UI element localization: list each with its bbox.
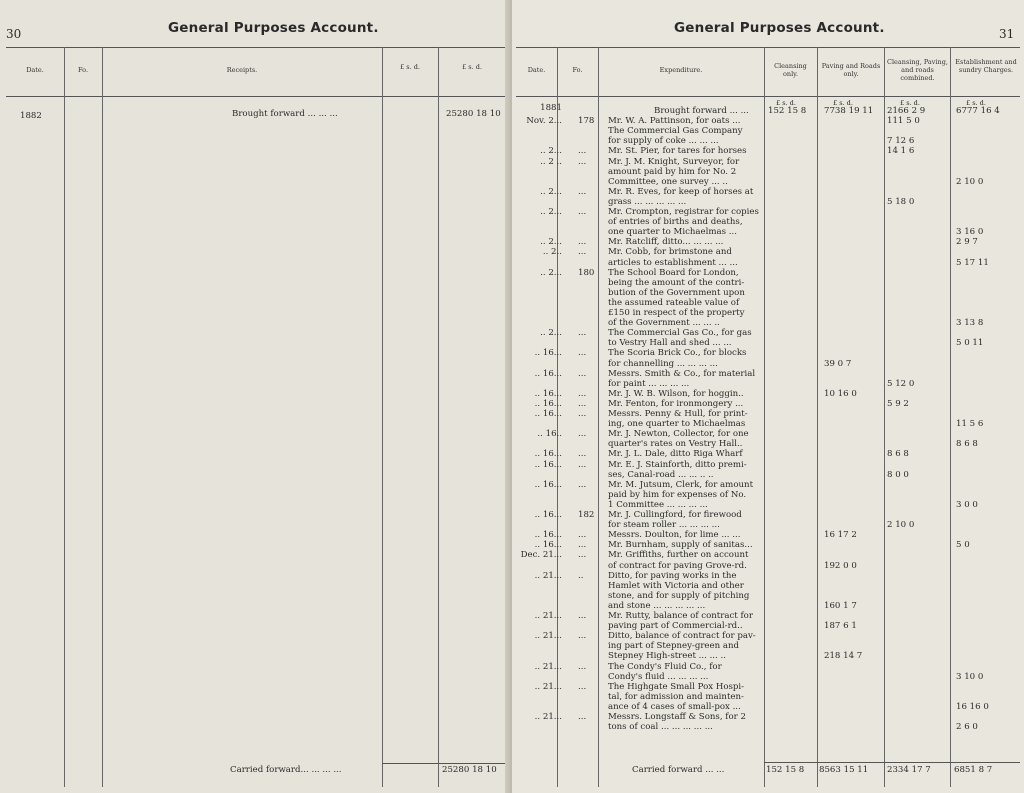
carried-forward-paving: 8563 15 11: [819, 765, 869, 775]
entry-text-line: The Commercial Gas Co., for gas: [608, 328, 752, 339]
entry-establishment-amount: 3 10 0: [956, 671, 984, 682]
entry-date: .. 2...: [540, 207, 562, 217]
entry-date: .. 21...: [534, 681, 562, 692]
entry-text-line: paid by him for expenses of No.: [608, 489, 747, 500]
entry-date: .. 2...: [540, 186, 562, 197]
entry-establishment-amount: 2 6 0: [956, 722, 978, 733]
entry-date: .. 16...: [534, 449, 562, 460]
entry-date: .. 16...: [534, 388, 562, 399]
brought-forward-amount: 25280 18 10: [446, 109, 501, 119]
carried-forward-label: Carried forward ... ...: [632, 765, 725, 775]
entry-text-line: Messrs. Penny & Hull, for print-: [608, 409, 748, 419]
entry-text-line: Mr. Crompton, registrar for copies: [608, 207, 759, 217]
entry-text-line: tal, for admission and mainten-: [608, 691, 744, 702]
entry-paving-amount: 192 0 0: [824, 560, 857, 571]
entry-text-line: Messrs. Doulton, for lime ... ...: [608, 530, 741, 541]
entry-paving-amount: 16 17 2: [824, 530, 857, 541]
entry-date: 1881: [540, 103, 562, 113]
carried-forward-label: Carried forward... ... ... ...: [230, 765, 342, 775]
entry-establishment-amount: 11 5 6: [956, 419, 984, 430]
entry-combined-amount: 111 5 0: [887, 116, 920, 127]
entry-folio: ...: [578, 661, 587, 672]
entry-folio: ...: [578, 398, 587, 409]
entry-text-line: Mr. W. A. Pattinson, for oats ...: [608, 116, 741, 127]
entry-folio: ...: [578, 247, 587, 258]
entry-folio: ...: [578, 631, 587, 642]
entry-folio: ...: [578, 348, 587, 359]
entry-date: .. 16...: [534, 540, 562, 551]
entry-text-line: quarter's rates on Vestry Hall..: [608, 439, 743, 450]
page-title: General Purposes Account.: [674, 20, 885, 36]
entry-text-line: to Vestry Hall and shed ... ...: [608, 338, 732, 349]
entry-date: .. 2 ..: [540, 156, 562, 167]
carried-forward-establishment: 6851 8 7: [954, 765, 993, 775]
entry-folio: ...: [578, 449, 587, 460]
entry-establishment-amount: 3 16 0: [956, 227, 984, 238]
entry-text-line: Mr. J. W. B. Wilson, for hoggin..: [608, 388, 744, 399]
entry-establishment-amount: 3 0 0: [956, 499, 978, 510]
lsd-label: £ s. d.: [776, 99, 796, 107]
entry-date: .. 2..: [542, 247, 562, 258]
entry-folio: ...: [578, 681, 587, 692]
entry-text-line: of entries of births and deaths,: [608, 217, 743, 228]
entry-text-line: for paint ... ... ... ...: [608, 378, 690, 389]
entry-folio: ...: [578, 207, 587, 217]
lsd-label: £ s. d.: [966, 99, 986, 107]
entry-folio: ...: [578, 550, 587, 561]
entry-establishment-amount: 3 13 8: [956, 318, 984, 329]
entry-text-line: ance of 4 cases of small-pox ...: [608, 701, 741, 712]
entry-establishment-amount: 16 16 0: [956, 701, 989, 712]
column-rule: [950, 47, 951, 787]
entry-text-line: Mr. Ratcliff, ditto... ... ... ...: [608, 237, 724, 248]
entry-text-line: for supply of coke ... ... ...: [608, 136, 719, 147]
entry-folio: ..: [578, 570, 584, 581]
header-expenditure: Expenditure.: [659, 66, 703, 74]
entry-date: .. 21...: [534, 661, 562, 672]
entry-paving-amount: 218 14 7: [824, 651, 863, 662]
entry-folio: ...: [578, 459, 587, 470]
entry-text-line: ing, one quarter to Michaelmas: [608, 419, 746, 430]
entry-date: .. 21...: [534, 712, 562, 722]
entry-combined-amount: 2166 2 9: [887, 106, 926, 116]
entry-text-line: paving part of Commercial-rd..: [608, 621, 743, 632]
entry-paving-amount: 10 16 0: [824, 388, 857, 399]
entry-text-line: The Commercial Gas Company: [608, 126, 743, 137]
right-page: [512, 0, 1024, 793]
entry-text-line: ing part of Stepney-green and: [608, 641, 740, 652]
entry-text-line: Mr. St. Pier, for tares for horses: [608, 146, 747, 157]
entry-text-line: Hamlet with Victoria and other: [608, 580, 744, 591]
entry-date: .. 21...: [534, 611, 562, 621]
entry-text-line: Brought forward ... ...: [654, 106, 749, 116]
entry-text-line: for channelling ... ... ... ...: [608, 358, 718, 369]
header-date: Date.: [527, 66, 546, 74]
header-lsd: £ s. d.: [462, 63, 482, 71]
entry-folio: ...: [578, 388, 587, 399]
header-establishment: Establishment and sundry Charges.: [955, 58, 1017, 74]
header-rule-bottom: [6, 96, 506, 97]
entry-text-line: Mr. M. Jutsum, Clerk, for amount: [608, 479, 754, 490]
entry-establishment-amount: 5 0 11: [956, 338, 984, 349]
entry-text-line: Committee, one survey ... ..: [608, 176, 728, 187]
header-paving: Paving and Roads only.: [821, 62, 881, 78]
entry-text-line: Mr. Rutty, balance of contract for: [608, 611, 753, 621]
entry-text-line: and stone ... ... ... ... ...: [608, 600, 706, 611]
lsd-label: £ s. d.: [833, 99, 853, 107]
entry-combined-amount: 5 12 0: [887, 378, 915, 389]
entry-text-line: Mr. Fenton, for ironmongery ...: [608, 398, 744, 409]
entry-paving-amount: 187 6 1: [824, 621, 857, 632]
entry-establishment-amount: 5 0: [956, 540, 970, 551]
entry-text-line: Stepney High-street ... ... ..: [608, 651, 726, 662]
header-cleansing: Cleansing only.: [774, 62, 807, 78]
entry-date: Dec. 21...: [520, 550, 562, 561]
entry-text-line: Ditto, balance of contract for pav-: [608, 631, 756, 642]
header-rule-bottom: [516, 96, 1020, 97]
entry-combined-amount: 2 10 0: [887, 520, 915, 531]
entry-text-line: being the amount of the contri-: [608, 277, 745, 288]
entry-establishment-amount: 6777 16 4: [956, 106, 1000, 116]
entry-text-line: Condy's fluid ... ... ... ...: [608, 671, 709, 682]
entry-date: .. 16...: [534, 398, 562, 409]
brought-forward-date: 1882: [20, 111, 42, 121]
entry-text-line: Mr. Burnham, supply of sanitas...: [608, 540, 753, 551]
column-rule: [438, 47, 439, 787]
entry-text-line: The School Board for London,: [608, 267, 739, 278]
entry-folio: ...: [578, 429, 587, 440]
header-folio: Fo.: [77, 66, 89, 74]
entry-text-line: one quarter to Michaelmas ...: [608, 227, 737, 238]
carried-forward-combined: 2334 17 7: [887, 765, 931, 775]
entry-date: Nov. 2...: [526, 116, 562, 127]
entry-establishment-amount: 2 10 0: [956, 176, 984, 187]
column-rule: [598, 47, 599, 787]
entry-text-line: tons of coal ... ... ... ... ...: [608, 722, 713, 733]
column-rule: [64, 47, 65, 787]
entry-folio: ...: [578, 146, 587, 157]
entry-text-line: Mr. J. Newton, Collector, for one: [608, 429, 749, 440]
total-rule: [382, 763, 506, 764]
entry-folio: ...: [578, 611, 587, 621]
entry-date: .. 16..: [537, 429, 562, 440]
entry-text-line: of the Government ... ... ..: [608, 318, 720, 329]
entry-text-line: grass ... ... ... ... ...: [608, 196, 687, 207]
entry-text-line: amount paid by him for No. 2: [608, 166, 737, 177]
entry-date: .. 16...: [534, 409, 562, 419]
entry-establishment-amount: 2 9 7: [956, 237, 978, 248]
entry-folio: ...: [578, 530, 587, 541]
entry-combined-amount: 7 12 6: [887, 136, 915, 147]
header-folio: Fo.: [572, 66, 583, 74]
header-rule-top: [516, 47, 1020, 48]
entry-text-line: Ditto, for paving works in the: [608, 570, 737, 581]
entry-folio: ...: [578, 540, 587, 551]
header-rule-top: [6, 47, 506, 48]
entry-combined-amount: 5 9 2: [887, 398, 909, 409]
entry-paving-amount: 39 0 7: [824, 358, 852, 369]
entry-establishment-amount: 5 17 11: [956, 257, 989, 268]
carried-forward-amount: 25280 18 10: [442, 765, 497, 775]
entry-date: .. 16...: [534, 368, 562, 379]
entry-date: .. 16...: [534, 479, 562, 490]
entry-folio: 182: [578, 510, 595, 520]
entry-text-line: bution of the Government upon: [608, 287, 745, 298]
entry-text-line: Mr. J. L. Dale, ditto Riga Wharf: [608, 449, 743, 460]
entry-text-line: The Highgate Small Pox Hospi-: [608, 681, 745, 692]
entry-text-line: Mr. J. M. Knight, Surveyor, for: [608, 156, 740, 167]
header-receipts: Receipts.: [226, 66, 258, 74]
entry-date: .. 2...: [540, 267, 562, 278]
entry-date: .. 16...: [534, 530, 562, 541]
entry-date: .. 16...: [534, 459, 562, 470]
column-rule: [764, 47, 765, 787]
entry-text-line: £150 in respect of the property: [608, 308, 745, 318]
entry-date: .. 16...: [534, 510, 562, 520]
entry-text-line: The Condy's Fluid Co., for: [608, 661, 722, 672]
column-rule: [817, 47, 818, 787]
entry-text-line: stone, and for supply of pitching: [608, 590, 750, 601]
entry-combined-amount: 14 1 6: [887, 146, 915, 157]
header-date: Date.: [26, 66, 44, 74]
entry-text-line: 1 Committee ... ... ... ...: [608, 499, 708, 510]
entry-text-line: of contract for paving Grove-rd.: [608, 560, 747, 571]
entry-cleansing-amount: 152 15 8: [768, 106, 807, 116]
entry-date: .. 2...: [540, 328, 562, 339]
entry-date: .. 16...: [534, 348, 562, 359]
entry-date: .. 2...: [540, 237, 562, 248]
entry-text-line: Messrs. Smith & Co., for material: [608, 368, 756, 379]
entry-text-line: Mr. Cobb, for brimstone and: [608, 247, 732, 258]
column-rule: [382, 47, 383, 787]
entry-folio: ...: [578, 368, 587, 379]
entry-folio: 180: [578, 267, 595, 278]
entry-date: .. 21...: [534, 570, 562, 581]
entry-combined-amount: 8 6 8: [887, 449, 909, 460]
carried-forward-cleansing: 152 15 8: [766, 765, 805, 775]
page-number: 30: [6, 27, 22, 41]
entry-folio: ...: [578, 409, 587, 419]
entry-establishment-amount: 8 6 8: [956, 439, 978, 450]
entry-text-line: Mr. Griffiths, further on account: [608, 550, 749, 561]
entry-combined-amount: 5 18 0: [887, 196, 915, 207]
page-number: 31: [999, 27, 1015, 41]
entry-date: .. 21...: [534, 631, 562, 642]
total-rule: [764, 762, 1020, 763]
entry-text-line: for steam roller ... ... ... ...: [608, 520, 720, 531]
entry-text-line: The Scoria Brick Co., for blocks: [608, 348, 747, 359]
brought-forward-label: Brought forward ... ... ...: [232, 109, 338, 119]
header-combined: Cleansing, Paving, and roads combined.: [887, 58, 948, 82]
column-rule: [102, 47, 103, 787]
entry-text-line: Mr. E. J. Stainforth, ditto premi-: [608, 459, 747, 470]
entry-text-line: ses, Canal-road ... ... .. ..: [608, 469, 714, 480]
header-lsd: £ s. d.: [400, 63, 420, 71]
entry-text-line: the assumed rateable value of: [608, 297, 740, 308]
entry-combined-amount: 8 0 0: [887, 469, 909, 480]
lsd-label: £ s. d.: [900, 99, 920, 107]
entry-folio: ...: [578, 156, 587, 167]
entry-text-line: Mr. R. Eves, for keep of horses at: [608, 186, 754, 197]
entry-text-line: Mr. J. Cullingford, for firewood: [608, 510, 742, 520]
page-title: General Purposes Account.: [168, 20, 379, 36]
entry-text-line: Messrs. Longstaff & Sons, for 2: [608, 712, 746, 722]
entry-folio: ...: [578, 712, 587, 722]
entry-folio: ...: [578, 237, 587, 248]
entry-folio: ...: [578, 186, 587, 197]
entry-folio: 178: [578, 116, 595, 127]
entry-paving-amount: 160 1 7: [824, 600, 857, 611]
entry-folio: ...: [578, 479, 587, 490]
entry-text-line: articles to establishment ... ...: [608, 257, 738, 268]
entry-paving-amount: 7738 19 11: [824, 106, 874, 116]
column-rule: [884, 47, 885, 787]
entry-folio: ...: [578, 328, 587, 339]
entry-date: .. 2...: [540, 146, 562, 157]
